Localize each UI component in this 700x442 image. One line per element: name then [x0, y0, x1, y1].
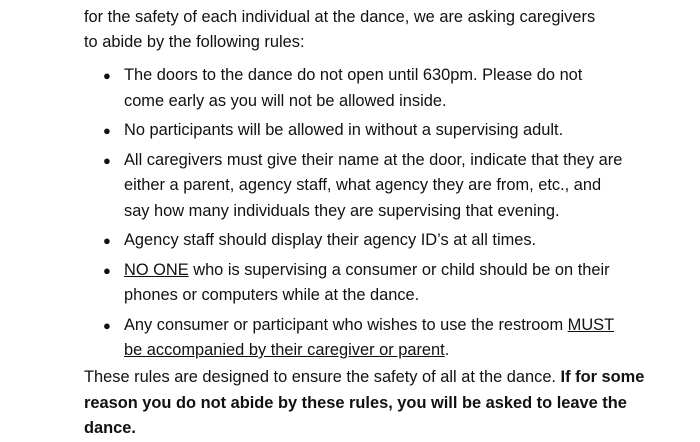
rule-emphasis-no-one: NO ONE: [124, 260, 189, 279]
rule-item-supervising-adult: [0, 118, 624, 144]
bullet-dot-icon: ●: [103, 68, 111, 83]
rule-emphasis-must-accompany: MUST be accompanied by their caregiver or parent: [124, 315, 615, 359]
rule-item-no-phones: [0, 258, 624, 309]
bullet-dot-icon: ●: [103, 123, 111, 138]
bullet-dot-icon: ●: [103, 317, 111, 333]
rule-item-restroom: [0, 313, 624, 364]
rule-text: who is supervising a consumer or child should be on their phones or computers while at the dance.: [124, 260, 610, 304]
closing-paragraph: [84, 365, 664, 442]
bullet-dot-icon: ●: [103, 233, 111, 248]
rule-text: No participants will be allowed in without a supervising adult.: [124, 121, 564, 139]
bullet-dot-icon: ●: [103, 262, 111, 278]
rule-text: Any consumer or participant who wishes to use the restroom: [124, 315, 568, 334]
rule-item-name-at-door: [0, 148, 624, 225]
rule-text: The doors to the dance do not open until 630pm. Please do not come early as you will not be allowed inside.: [124, 66, 583, 110]
intro-paragraph: [84, 5, 684, 55]
rule-text-tail: .: [444, 341, 450, 359]
rules-list: [0, 63, 700, 368]
bullet-dot-icon: ●: [103, 152, 111, 168]
closing-normal-text: These rules are designed to ensure the safety of all at the dance.: [84, 368, 561, 386]
intro-line-2: to abide by the following rules:: [84, 33, 305, 51]
rule-text: Agency staff should display their agency ID’s at all times.: [124, 231, 537, 249]
closing-bold-warning: If for some reason you do not abide by these rules, you will be asked to leave the dance.: [84, 368, 645, 437]
rule-item-doors: [0, 63, 624, 114]
rule-item-agency-id: [0, 228, 624, 254]
intro-line-1: for the safety of each individual at the dance, we are asking caregivers: [84, 8, 596, 26]
rule-text: All caregivers must give their name at the door, indicate that they are either a parent, agency staff, what agency they are from, etc., and say how many individuals they are supervising that evening.: [124, 150, 623, 220]
